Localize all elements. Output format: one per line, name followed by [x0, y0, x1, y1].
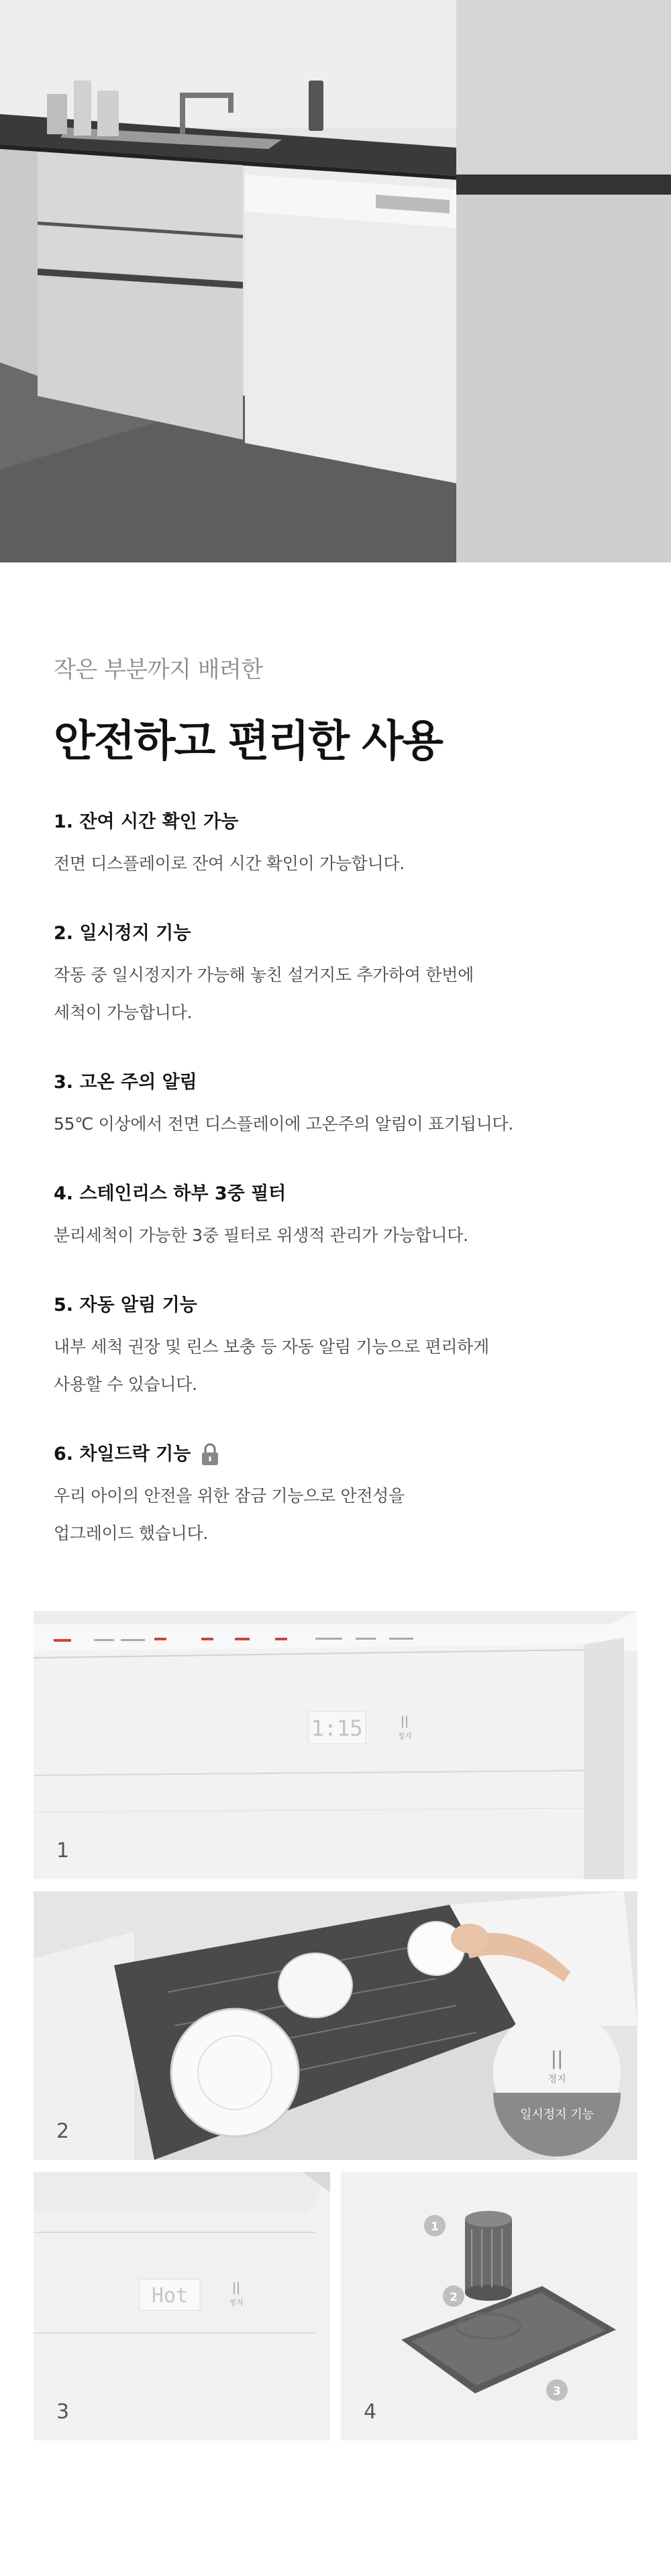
feature-desc-line: 55℃ 이상에서 전면 디스플레이에 고온주의 알림이 표기됩니다. — [54, 1114, 513, 1134]
panel-remaining-time — [34, 1611, 637, 1879]
feature-item-remaining-time — [54, 809, 644, 883]
panel-number: 3 — [56, 2400, 70, 2424]
lock-icon — [200, 1442, 220, 1467]
hero-kitchen-image — [0, 0, 671, 562]
feature-desc-line: 세척이 가능합니다. — [54, 1003, 193, 1022]
panel-number: 4 — [364, 2400, 377, 2424]
panel-hot-alert — [34, 2172, 330, 2440]
intro-section — [54, 651, 631, 769]
feature-title: 5. 자동 알림 기능 — [54, 1295, 197, 1316]
filter-marker-1: 1 — [431, 2220, 439, 2234]
panel3-display-text: Hot — [151, 2284, 189, 2308]
feature-description — [54, 956, 644, 1032]
feature-desc-line: 전면 디스플레이로 잔여 시간 확인이 가능합니다. — [54, 854, 405, 873]
pause-icon: || — [400, 1714, 409, 1728]
feature-description — [54, 845, 644, 883]
panel1-display-text: 1:15 — [311, 1716, 363, 1741]
feature-title: 3. 고온 주의 알림 — [54, 1072, 197, 1093]
feature-description — [54, 1477, 644, 1552]
feature-description — [54, 1217, 644, 1254]
feature-desc-line: 분리세척이 가능한 3중 필터로 위생적 관리가 가능합니다. — [54, 1226, 468, 1245]
filter-marker-2: 2 — [450, 2291, 458, 2304]
feature-title-text: 6. 차일드락 기능 — [54, 1444, 191, 1465]
feature-desc-line: 사용할 수 있습니다. — [54, 1375, 197, 1394]
section-title: 안전하고 편리한 사용 — [54, 717, 442, 766]
feature-desc-line: 업그레이드 했습니다. — [54, 1524, 208, 1543]
pause-badge-label: 일시정지 기능 — [519, 2108, 595, 2122]
feature-desc-line: 내부 세척 권장 및 린스 보충 등 자동 알림 기능으로 편리하게 — [54, 1337, 489, 1356]
feature-desc-line: 우리 아이의 안전을 위한 잠금 기능으로 안전성을 — [54, 1486, 405, 1505]
feature-description — [54, 1105, 644, 1143]
feature-item-pause — [54, 920, 644, 1032]
feature-item-filter — [54, 1181, 644, 1254]
feature-item-child-lock — [54, 1441, 644, 1552]
panel3-pause-label: 정지 — [229, 2298, 244, 2307]
feature-title: 1. 잔여 시간 확인 가능 — [54, 811, 239, 832]
feature-description — [54, 1328, 644, 1403]
panel2-pause-label: 정지 — [548, 2074, 566, 2085]
panel-filter — [341, 2172, 637, 2440]
panel1-pause-label: 정지 — [397, 1732, 412, 1740]
feature-item-hot-alert — [54, 1069, 644, 1143]
feature-item-auto-alert — [54, 1292, 644, 1403]
panel-number: 1 — [56, 1839, 70, 1863]
filter-marker-3: 3 — [553, 2385, 561, 2398]
panel-number: 2 — [56, 2120, 70, 2143]
feature-title: 4. 스테인리스 하부 3중 필터 — [54, 1183, 287, 1204]
section-subtitle: 작은 부분까지 배려한 — [54, 656, 263, 683]
feature-desc-line: 작동 중 일시정지가 가능해 놓친 설거지도 추가하여 한번에 — [54, 965, 474, 985]
feature-list — [54, 809, 644, 1590]
panel-pause — [34, 1891, 637, 2160]
feature-title: 2. 일시정지 기능 — [54, 923, 191, 944]
feature-title — [54, 1441, 644, 1468]
pause-icon: || — [231, 2281, 241, 2295]
pause-icon: || — [550, 2047, 564, 2069]
